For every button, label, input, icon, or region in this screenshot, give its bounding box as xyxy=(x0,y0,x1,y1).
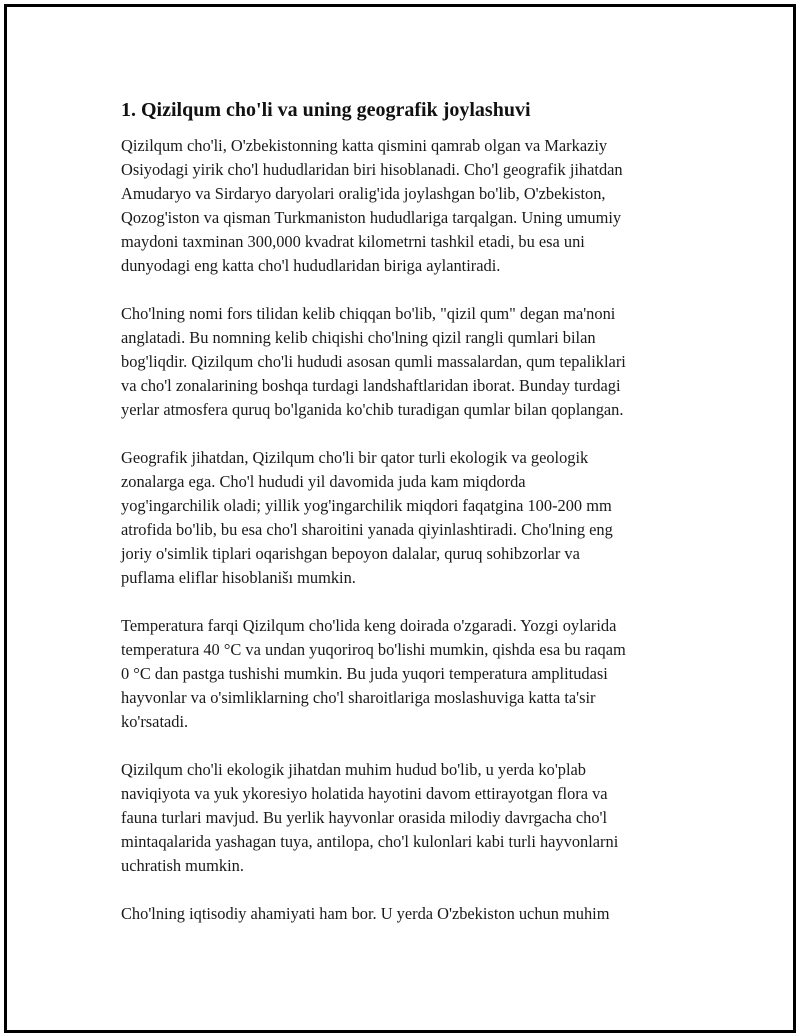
paragraph-5 xyxy=(121,758,696,878)
text-line: atrofida bo'lib, bu esa cho'l sharoitini yanada qiyinlashtiradi. Cho'lning eng xyxy=(121,520,613,539)
text-line: fauna turlari mavjud. Bu yerlik hayvonlar orasida milodiy davrgacha cho'l xyxy=(121,808,608,827)
text-line: joriy o'simlik tiplari oqarishgan bepoyon dalalar, quruq sohibzorlar va xyxy=(121,544,580,563)
text-line: mintaqalarida yashagan tuya, antilopa, cho'l kulonlari kabi turli hayvonlarni xyxy=(121,832,619,851)
text-line: zonalarga ega. Cho'l hududi yil davomida juda kam miqdorda xyxy=(121,472,526,491)
text-line: anglatadi. Bu nomning kelib chiqishi cho'lning qizil rangli qumlari bilan xyxy=(121,328,596,347)
text-line: 0 °C dan pastga tushishi mumkin. Bu juda yuqori temperatura amplitudasi xyxy=(121,664,608,683)
text-line: yog'ingarchilik oladi; yillik yog'ingarchilik miqdori faqatgina 100-200 mm xyxy=(121,496,612,515)
text-line: uchratish mumkin. xyxy=(121,856,244,875)
text-line: maydoni taxminan 300,000 kvadrat kilometrni tashkil etadi, bu esa uni xyxy=(121,232,585,251)
text-line: Cho'lning nomi fors tilidan kelib chiqqan bo'lib, "qizil qum" degan ma'noni xyxy=(121,304,616,323)
text-line: Qizilqum cho'li ekologik jihatdan muhim hudud bo'lib, u yerda ko'plab xyxy=(121,760,586,779)
text-line: dunyodagi eng katta cho'l hududlaridan biriga aylantiradi. xyxy=(121,256,501,275)
section-heading: 1. Qizilqum cho'li va uning geografik joylashuvi xyxy=(121,99,531,121)
text-line: puflama eliflar hisoblanišı mumkin. xyxy=(121,568,356,587)
text-line: temperatura 40 °C va undan yuqoriroq bo'lishi mumkin, qishda esa bu raqam xyxy=(121,640,626,659)
text-line: Amudaryo va Sirdaryo daryolari oralig'ida joylashgan bo'lib, O'zbekiston, xyxy=(121,184,606,203)
text-line: Geografik jihatdan, Qizilqum cho'li bir qator turli ekologik va geologik xyxy=(121,448,589,467)
text-line: naviqiyota va yuk ykoresiyo holatida hayotini davom ettirayotgan flora va xyxy=(121,784,608,803)
text-line: va cho'l zonalarining boshqa turdagi landshaftlaridan iborat. Bunday turdagi xyxy=(121,376,621,395)
text-line: ko'rsatadi. xyxy=(121,712,189,731)
text-line: Qozog'iston va qisman Turkmaniston hududlariga tarqalgan. Uning umumiy xyxy=(121,208,622,227)
text-line: bog'liqdir. Qizilqum cho'li hududi asosan qumli massalardan, qum tepaliklari xyxy=(121,352,626,371)
text-line: Temperatura farqi Qizilqum cho'lida keng doirada o'zgaradi. Yozgi oylarida xyxy=(121,616,617,635)
paragraph-6 xyxy=(121,902,696,926)
text-line: yerlar atmosfera quruq bo'lganida ko'chib turadigan qumlar bilan qoplangan. xyxy=(121,400,624,419)
text-line: Qizilqum cho'li, O'zbekistonning katta qismini qamrab olgan va Markaziy xyxy=(121,136,608,155)
text-line: Cho'lning iqtisodiy ahamiyati ham bor. U yerda O'zbekiston uchun muhim xyxy=(121,904,610,923)
page-frame xyxy=(4,4,796,1033)
text-line: Osiyodagi yirik cho'l hududlaridan biri hisoblanadi. Cho'l geografik jihatdan xyxy=(121,160,623,179)
document-body xyxy=(121,97,696,950)
paragraph-4 xyxy=(121,614,696,734)
paragraph-2 xyxy=(121,302,696,422)
text-line: hayvonlar va o'simliklarning cho'l sharoitlariga moslashuviga katta ta'sir xyxy=(121,688,596,707)
paragraph-1 xyxy=(121,134,696,278)
paragraph-3 xyxy=(121,446,696,590)
